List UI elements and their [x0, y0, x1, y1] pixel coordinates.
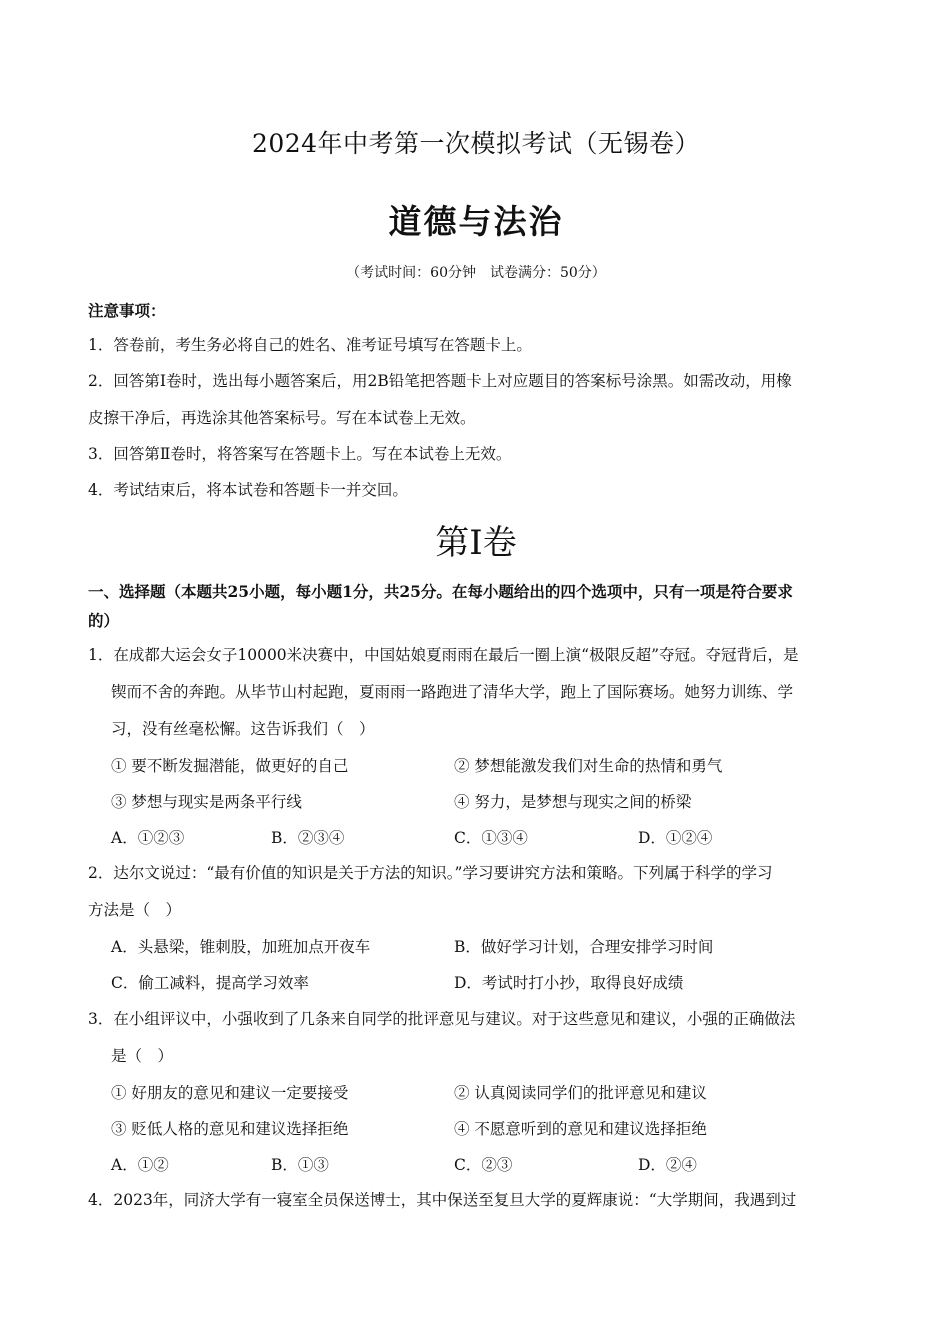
question-3-option-c[interactable]: C．②③: [454, 1156, 513, 1174]
note-item-3: 3．回答第Ⅱ卷时，将答案写在答题卡上。写在本试卷上无效。: [88, 445, 512, 463]
question-2-line-2: 方法是（ ）: [88, 901, 182, 919]
question-3-option-d[interactable]: D．②④: [638, 1156, 697, 1174]
question-1-line-3: 习，没有丝毫松懈。这告诉我们（ ）: [111, 720, 375, 738]
exam-info: （考试时间：60分钟 试卷满分：50分）: [346, 265, 606, 281]
question-2-option-c[interactable]: C．偷工减料，提高学习效率: [111, 974, 309, 992]
question-1-option-b[interactable]: B．②③④: [271, 829, 345, 847]
part1-heading-cont: 的）: [88, 611, 120, 630]
question-4-line-1: 4．2023年，同济大学有一寝室全员保送博士，其中保送至复旦大学的夏辉康说：“大学期间，我遇到过: [88, 1191, 797, 1209]
question-2-option-b[interactable]: B．做好学习计划，合理安排学习时间: [454, 938, 714, 956]
question-1-statement-1: ① 要不断发掘潜能，做更好的自己: [111, 757, 349, 775]
section-title: 第Ⅰ卷: [435, 523, 517, 563]
exam-title: 2024年中考第一次模拟考试（无锡卷）: [251, 129, 701, 158]
note-item-4: 4．考试结束后，将本试卷和答题卡一并交回。: [88, 481, 408, 499]
part1-heading: 一、选择题（本题共25小题，每小题1分，共25分。在每小题给出的四个选项中，只有一项是符合要求: [88, 582, 793, 601]
question-3-line-2: 是（ ）: [111, 1047, 174, 1065]
question-3-line-1: 3．在小组评议中，小强收到了几条来自同学的批评意见与建议。对于这些意见和建议，小强的正确做法: [88, 1010, 796, 1028]
question-1-option-d[interactable]: D．①②④: [638, 829, 713, 847]
question-3-statement-2: ② 认真阅读同学们的批评意见和建议: [454, 1084, 707, 1102]
notes-heading: 注意事项：: [88, 301, 166, 320]
question-3-statement-1: ① 好朋友的意见和建议一定要接受: [111, 1084, 349, 1102]
question-1-statement-3: ③ 梦想与现实是两条平行线: [111, 793, 302, 811]
question-3-statement-3: ③ 贬低人格的意见和建议选择拒绝: [111, 1120, 349, 1138]
question-3-option-a[interactable]: A．①②: [111, 1156, 169, 1174]
question-1-option-a[interactable]: A．①②③: [111, 829, 185, 847]
note-item-2: 2．回答第Ⅰ卷时，选出每小题答案后，用2B铅笔把答题卡上对应题目的答案标号涂黑。如需改动，用橡: [88, 372, 792, 390]
subject-title: 道德与法治: [388, 202, 564, 241]
question-2-option-a[interactable]: A．头悬梁，锥刺股，加班加点开夜车: [111, 938, 371, 956]
question-1-option-c[interactable]: C．①③④: [454, 829, 528, 847]
question-2-line-1: 2．达尔文说过：“最有价值的知识是关于方法的知识。”学习要讲究方法和策略。下列属于科学的学习: [88, 864, 773, 882]
question-1-statement-2: ② 梦想能激发我们对生命的热情和勇气: [454, 757, 723, 775]
note-item-1: 1．答卷前，考生务必将自己的姓名、准考证号填写在答题卡上。: [88, 336, 532, 354]
question-2-option-d[interactable]: D．考试时打小抄，取得良好成绩: [454, 974, 684, 992]
question-1-statement-4: ④ 努力，是梦想与现实之间的桥梁: [454, 793, 692, 811]
question-3-statement-4: ④ 不愿意听到的意见和建议选择拒绝: [454, 1120, 707, 1138]
question-3-option-b[interactable]: B．①③: [271, 1156, 329, 1174]
question-1-line-2: 锲而不舍的奔跑。从毕节山村起跑，夏雨雨一路跑进了清华大学，跑上了国际赛场。她努力训练、学: [111, 683, 794, 701]
note-item-2-cont: 皮擦干净后，再选涂其他答案标号。写在本试卷上无效。: [88, 409, 476, 427]
question-1-line-1: 1．在成都大运会女子10000米决赛中，中国姑娘夏雨雨在最后一圈上演“极限反超”夺冠。夺冠背后，是: [88, 646, 799, 664]
